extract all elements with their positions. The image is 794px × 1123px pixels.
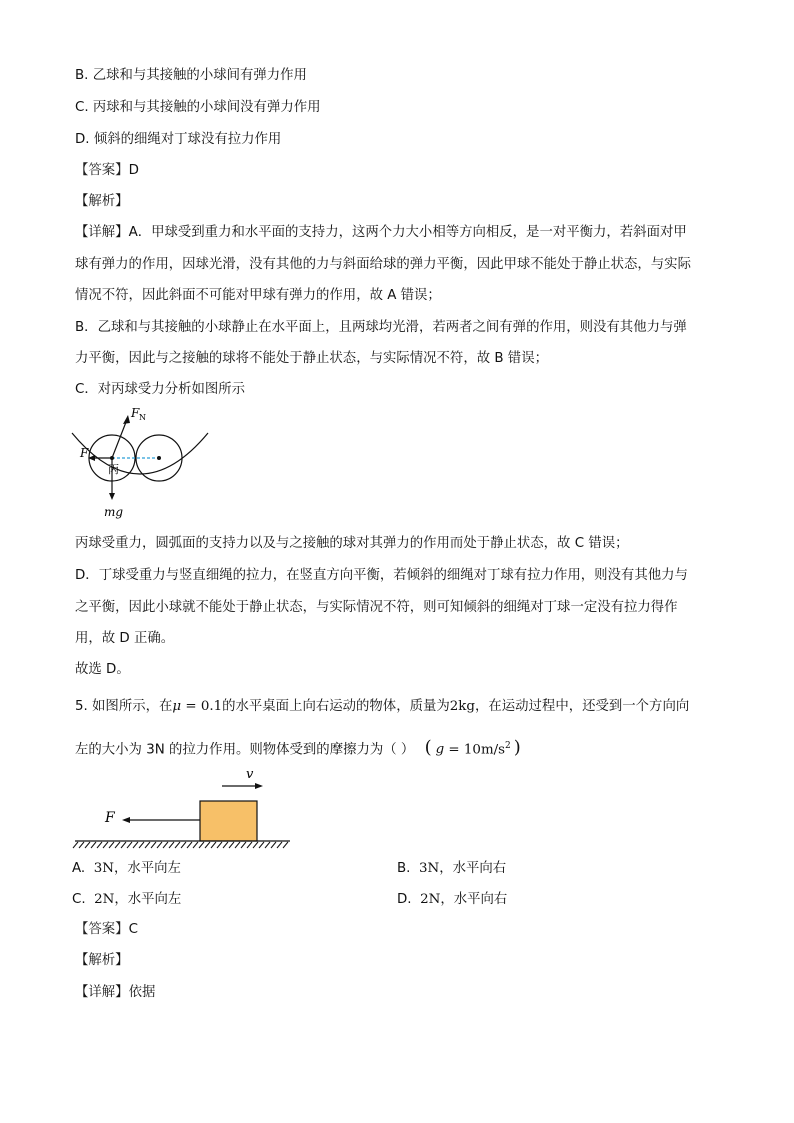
- hatch-mark: [91, 842, 96, 848]
- hatch-mark: [265, 842, 270, 848]
- stem-part: 的水平桌面上向右运动的物体，质量为: [222, 699, 450, 714]
- hatch-mark: [253, 842, 258, 848]
- hatch-mark: [229, 842, 234, 848]
- q5-analysis-label: 【解析】: [75, 953, 129, 968]
- q4-detail-a-3: 情况不符，因此斜面不可能对甲球有弹力的作用，故 A 错误；: [75, 288, 441, 303]
- hatch-mark: [145, 842, 150, 848]
- q5-option-c: [72, 891, 181, 909]
- hatch-mark: [175, 842, 180, 848]
- stem-part: ，在运动过程中，还受到一个方向向: [474, 699, 690, 714]
- q4-detail-d-2: 之平衡，因此小球就不能处于静止状态，与实际情况不符，则可知倾斜的细绳对丁球一定没有拉力得作: [75, 600, 678, 615]
- hatch-mark: [157, 842, 162, 848]
- q4-detail-a-2: 球有弹力的作用，因球光滑，没有其他的力与斜面给球的弹力平衡，因此甲球不能处于静止状态，与实际: [75, 257, 691, 272]
- option-value: 3N: [418, 861, 440, 876]
- detail-label: 【详解】: [75, 225, 129, 240]
- q4-detail-d-1: D．丁球受重力与竖直细绳的拉力，在竖直方向平衡，若倾斜的细绳对丁球有拉力作用，则没有其他力与: [75, 568, 688, 583]
- hatch-mark: [211, 842, 216, 848]
- q4-answer: [75, 162, 139, 180]
- hatch-mark: [133, 842, 138, 848]
- g-symbol: g: [435, 742, 445, 758]
- hatch-mark: [181, 842, 186, 848]
- answer-value: D: [128, 163, 139, 178]
- g-exponent: 2: [505, 741, 511, 751]
- q5-option-a: [72, 860, 181, 878]
- q4-force-diagram: [70, 405, 220, 525]
- option-letter: B.: [397, 861, 411, 876]
- hatch-mark: [121, 842, 126, 848]
- hatch-mark: [97, 842, 102, 848]
- hatch-mark: [247, 842, 252, 848]
- detail-text: 依据: [128, 985, 156, 1000]
- hatch-mark: [277, 842, 282, 848]
- hatch-mark: [235, 842, 240, 848]
- q4-detail-c-2: 丙球受重力，圆弧面的支持力以及与之接触的球对其弹力的作用而处于静止状态，故 C 错误；: [75, 536, 629, 551]
- hatch-mark: [217, 842, 222, 848]
- hatch-mark: [187, 842, 192, 848]
- option-value: 2N: [94, 892, 115, 907]
- center-dot-2: [157, 456, 161, 460]
- hatch-mark: [73, 842, 78, 848]
- label-mg: mg: [104, 505, 124, 519]
- hatch-mark: [193, 842, 198, 848]
- hatch-mark: [271, 842, 276, 848]
- hatch-mark: [163, 842, 168, 848]
- hatch-mark: [223, 842, 228, 848]
- q5-answer: [75, 921, 138, 939]
- hatch-mark: [259, 842, 264, 848]
- g-value: = 10m/s: [444, 742, 506, 758]
- block: [200, 801, 257, 841]
- option-letter: C.: [72, 892, 86, 907]
- option-value: 2N: [420, 892, 441, 907]
- stem-part: 5. 如图所示，在: [75, 699, 173, 714]
- option-letter: D.: [397, 892, 412, 907]
- answer-label: 【答案】: [75, 922, 129, 937]
- hatch-mark: [241, 842, 246, 848]
- mu-symbol: μ: [172, 699, 182, 714]
- label-fn: F: [131, 406, 140, 420]
- option-direction: ，水平向右: [439, 861, 507, 876]
- ground-hatching: [73, 842, 288, 848]
- hatch-mark: [109, 842, 114, 848]
- gravity-arrowhead: [109, 493, 115, 500]
- q4-conclusion: 故选 D。: [75, 662, 130, 677]
- g-close-paren: ): [513, 737, 521, 759]
- option-direction: ，水平向左: [113, 861, 181, 876]
- q5-option-d: [397, 891, 507, 909]
- q4-option-c: C. 丙球和与其接触的小球间没有弹力作用: [75, 100, 321, 115]
- label-f: F: [80, 446, 89, 460]
- label-v: v: [246, 767, 254, 782]
- label-bing: 丙: [108, 463, 119, 476]
- option-value: 3N: [93, 861, 114, 876]
- label-fn-sub: N: [139, 413, 146, 422]
- q4-detail-b-2: 力平衡，因此与之接触的球将不能处于静止状态，与实际情况不符，故 B 错误；: [75, 351, 548, 366]
- q4-detail-a-1: [75, 224, 687, 242]
- option-letter: A.: [72, 861, 86, 876]
- q5-stem-line-2: [75, 737, 521, 759]
- q4-option-b: B. 乙球和与其接触的小球间有弹力作用: [75, 68, 307, 83]
- mass-value: 2kg: [449, 699, 475, 714]
- answer-value: C: [128, 922, 138, 937]
- q4-detail-d-3: 用，故 D 正确。: [75, 631, 175, 646]
- hatch-mark: [151, 842, 156, 848]
- hatch-mark: [169, 842, 174, 848]
- q4-detail-b-1: B．乙球和与其接触的小球静止在水平面上，且两球均光滑，若两者之间有弹的作用，则没有其他力与弹: [75, 320, 687, 335]
- velocity-arrowhead: [255, 783, 263, 789]
- hatch-mark: [103, 842, 108, 848]
- q4-detail-c-1: C．对丙球受力分析如图所示: [75, 382, 246, 397]
- mu-value: = 0.1: [181, 699, 223, 714]
- q5-block-diagram: [70, 765, 300, 855]
- label-force: F: [105, 810, 115, 826]
- q5-stem-line-1: [75, 698, 689, 716]
- g-open-paren: (: [424, 737, 432, 759]
- force-arrowhead: [122, 817, 130, 823]
- option-direction: ，水平向左: [114, 892, 182, 907]
- q5-detail-1: [75, 984, 155, 1002]
- detail-text: A．甲球受到重力和水平面的支持力，这两个力大小相等方向相反，是一对平衡力，若斜面对甲: [128, 225, 687, 240]
- hatch-mark: [205, 842, 210, 848]
- arc-surface: [72, 433, 208, 474]
- hatch-mark: [139, 842, 144, 848]
- hatch-mark: [283, 842, 288, 848]
- detail-label: 【详解】: [75, 985, 129, 1000]
- hatch-mark: [199, 842, 204, 848]
- hatch-mark: [85, 842, 90, 848]
- stem-part: 左的大小为 3N 的拉力作用。则物体受到的摩擦力为（ ）: [75, 742, 415, 758]
- q4-analysis-label: 【解析】: [75, 194, 129, 209]
- answer-label: 【答案】: [75, 163, 129, 178]
- hatch-mark: [79, 842, 84, 848]
- hatch-mark: [115, 842, 120, 848]
- q5-option-b: [397, 860, 506, 878]
- q4-option-d: D. 倾斜的细绳对丁球没有拉力作用: [75, 132, 282, 147]
- option-direction: ，水平向右: [440, 892, 508, 907]
- hatch-mark: [127, 842, 132, 848]
- normal-force-arrowhead: [123, 415, 130, 424]
